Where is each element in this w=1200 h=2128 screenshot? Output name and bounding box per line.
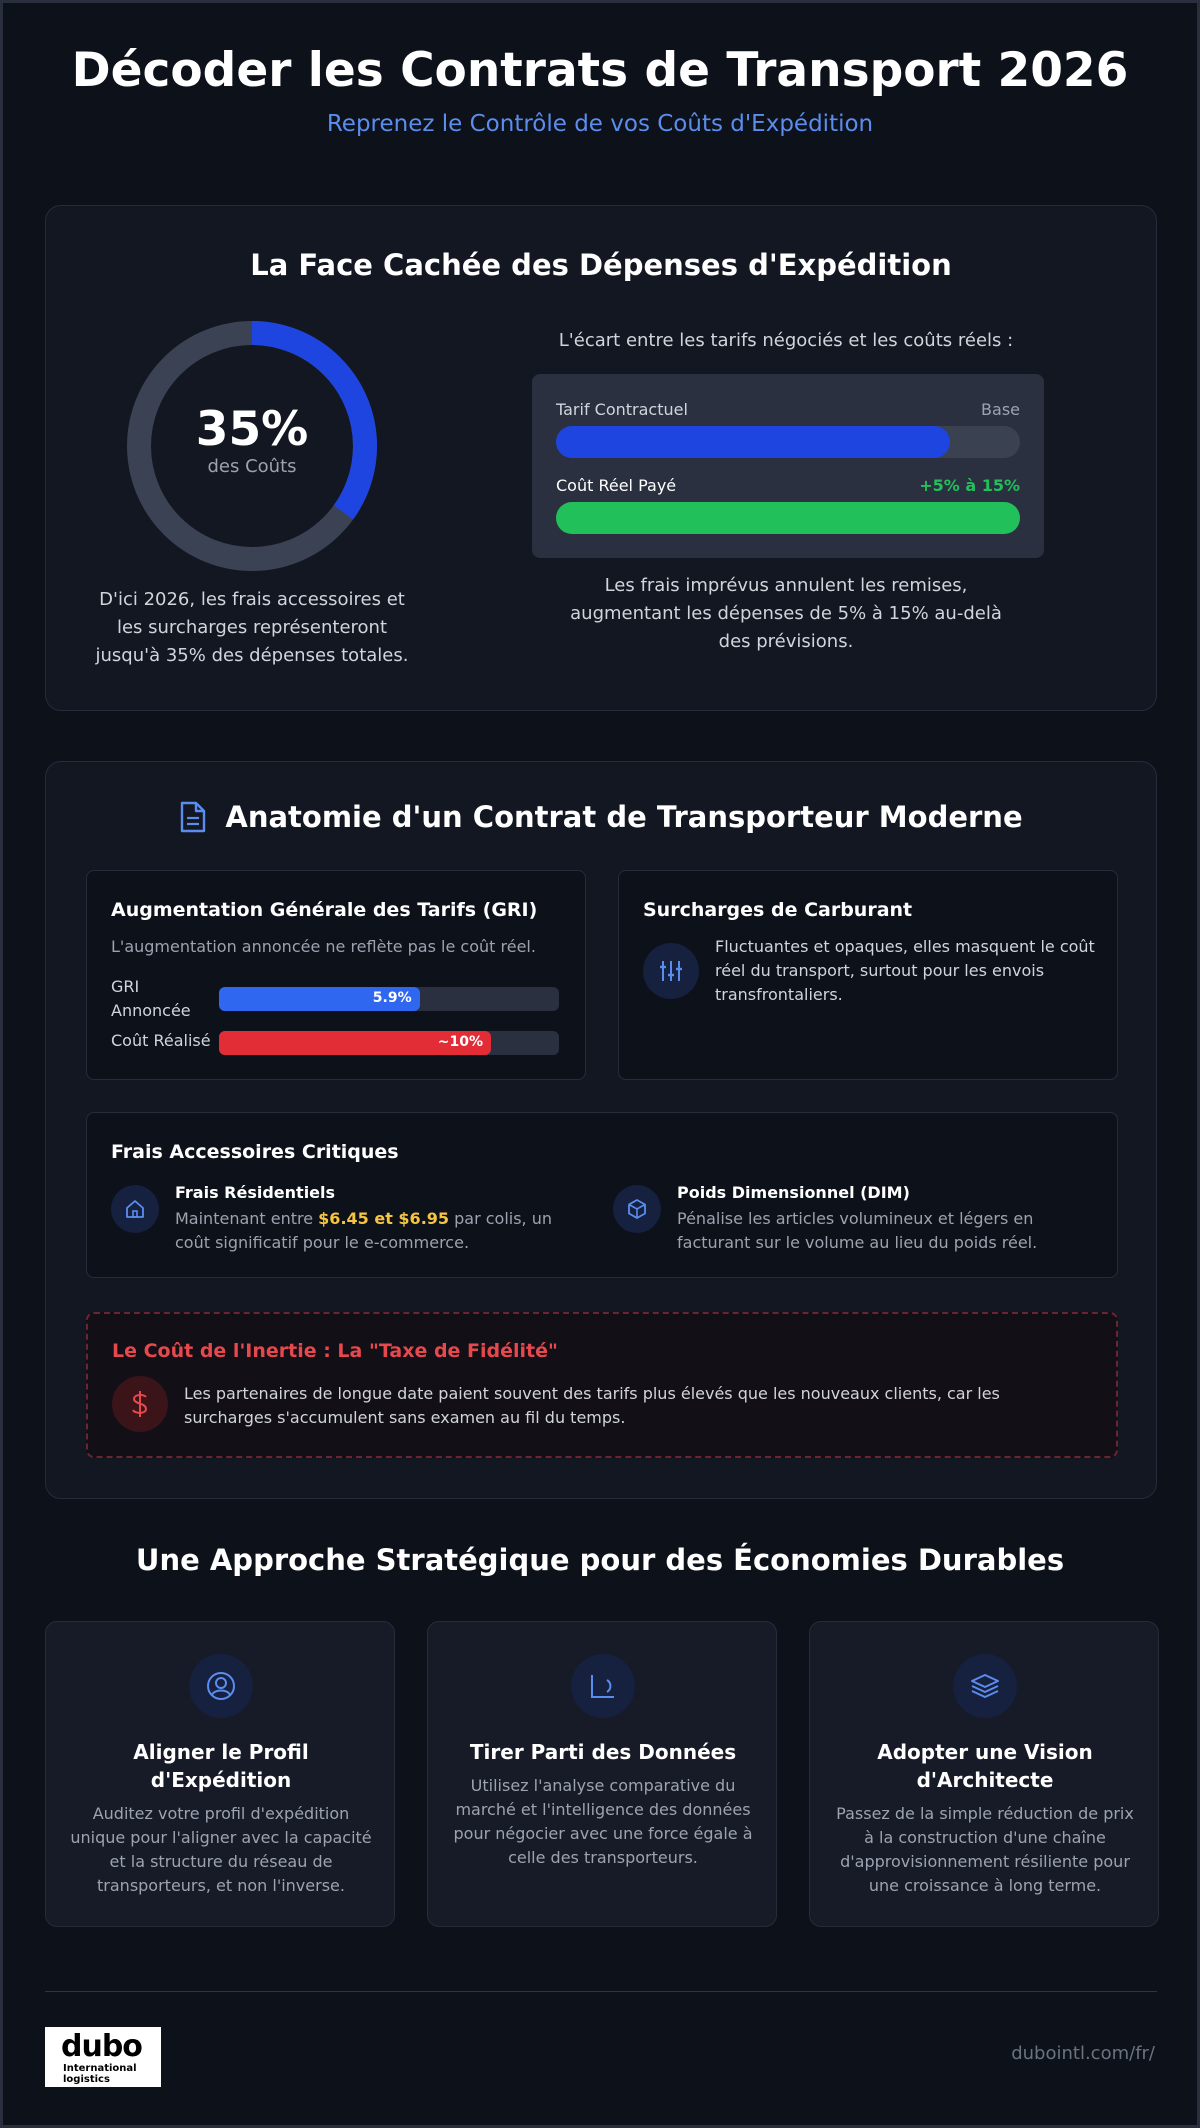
accessorial-card [86, 1112, 1118, 1278]
inertia-text: Les partenaires de longue date paient souvent des tarifs plus élevés que les nouveaux clients, car les surcharges s'accumulent sans examen au fil du temps. [184, 1384, 1000, 1427]
gri-track [219, 987, 559, 1011]
residential-text [175, 1207, 575, 1255]
home-icon [111, 1185, 159, 1233]
donut-label: des Coûts [207, 456, 297, 477]
layers-icon [953, 1654, 1017, 1718]
contract-rate-label: Tarif Contractuel [556, 400, 688, 419]
real-cost-track [556, 502, 1020, 534]
hidden-costs-panel [45, 205, 1157, 711]
anatomy-title: Anatomie d'un Contrat de Transporteur Moderne [225, 800, 1023, 834]
fuel-card [618, 870, 1118, 1080]
residential-price-highlight: $6.45 et $6.95 [318, 1209, 450, 1228]
strategy-card-profile [45, 1621, 395, 1927]
gri-row-label [111, 975, 191, 1023]
realized-cost-bar [219, 1031, 491, 1055]
dollar-icon [112, 1376, 168, 1432]
real-cost-bar [556, 502, 1020, 534]
gap-caption: Les frais imprévus annulent les remises, augmentant les dépenses de 5% à 15% au-delà des prévisions. [570, 575, 1002, 652]
donut-value: 35% [195, 402, 309, 457]
gri-row-label-line1: GRI [111, 977, 140, 996]
strategy-card-text: Passez de la simple réduction de prix à la construction d'une chaîne d'approvisionnement résiliente pour une croissance à long terme. [836, 1804, 1134, 1895]
donut-caption: D'ici 2026, les frais accessoires et les surcharges représenteront jusqu'à 35% des dépenses totales. [95, 589, 409, 666]
residential-text-post: par colis, un coût significatif pour le e-commerce. [175, 1209, 553, 1252]
contract-rate-bar [556, 426, 950, 458]
inertia-card [86, 1312, 1118, 1458]
gri-title: Augmentation Générale des Tarifs (GRI) [111, 899, 538, 921]
gap-intro: L'écart entre les tarifs négociés et les coûts réels : [558, 330, 1014, 351]
contract-rate-tag: Base [981, 400, 1020, 419]
page-subtitle: Reprenez le Contrôle de vos Coûts d'Expédition [326, 111, 874, 137]
strategy-card-title: Adopter une Vision d'Architecte [877, 1740, 1093, 1792]
residential-text-pre: Maintenant entre [175, 1209, 319, 1228]
hidden-costs-title: La Face Cachée des Dépenses d'Expédition [250, 248, 952, 282]
page-title: Décoder les Contrats de Transport 2026 [71, 43, 1129, 98]
real-cost-tag: +5% à 15% [919, 476, 1020, 495]
accessorial-title: Frais Accessoires Critiques [111, 1141, 399, 1163]
strategy-card-title: Aligner le Profil d'Expédition [133, 1740, 309, 1792]
strategy-card-data [427, 1621, 777, 1927]
gri-row-label-line2: Annoncée [111, 1001, 191, 1020]
gri-card [86, 870, 586, 1080]
user-profile-icon [189, 1654, 253, 1718]
anatomy-title-row [46, 800, 1156, 841]
sliders-icon [643, 943, 699, 999]
contract-rate-track [556, 426, 1020, 458]
fuel-text: Fluctuantes et opaques, elles masquent le coût réel du transport, surtout pour les envois transfrontaliers. [715, 937, 1095, 1004]
residential-title: Frais Résidentiels [175, 1183, 336, 1202]
real-cost-label: Coût Réel Payé [556, 476, 677, 495]
strategy-card-text: Utilisez l'analyse comparative du marché et l'intelligence des données pour négocier avec une force égale à celle des transporteurs. [453, 1776, 753, 1867]
company-logo [45, 2027, 161, 2087]
realized-cost-value: ~10% [437, 1034, 483, 1050]
dim-title: Poids Dimensionnel (DIM) [677, 1183, 910, 1202]
strategy-card-text: Auditez votre profil d'expédition unique pour l'aligner avec la capacité et la structure du réseau de transporteurs, et non l'inverse. [70, 1804, 372, 1895]
gri-subtitle: L'augmentation annoncée ne reflète pas le coût réel. [111, 937, 536, 956]
box-icon [613, 1185, 661, 1233]
anatomy-panel [45, 761, 1157, 1499]
strategy-title: Une Approche Stratégique pour des Économies Durables [135, 1543, 1065, 1577]
rate-gap-box [532, 374, 1044, 558]
footer-divider [45, 1991, 1157, 1992]
gri-announced-value: 5.9% [372, 990, 412, 1006]
footer-url-link[interactable]: dubointl.com/fr/ [1011, 2043, 1155, 2064]
inertia-title: Le Coût de l'Inertie : La "Taxe de Fidélité" [112, 1340, 558, 1362]
realized-track [219, 1031, 559, 1055]
realized-row-label: Coût Réalisé [111, 1031, 211, 1050]
strategy-card-architect [809, 1621, 1159, 1927]
logo-tagline: International logistics [63, 2063, 137, 2085]
chart-icon [571, 1654, 635, 1718]
strategy-card-title: Tirer Parti des Données [469, 1740, 737, 1764]
document-icon [179, 800, 207, 834]
dim-text: Pénalise les articles volumineux et légers en facturant sur le volume au lieu du poids réel. [677, 1209, 1038, 1252]
logo-wordmark: dubo [61, 2029, 142, 2064]
gri-announced-bar [219, 987, 420, 1011]
fuel-title: Surcharges de Carburant [643, 899, 913, 921]
